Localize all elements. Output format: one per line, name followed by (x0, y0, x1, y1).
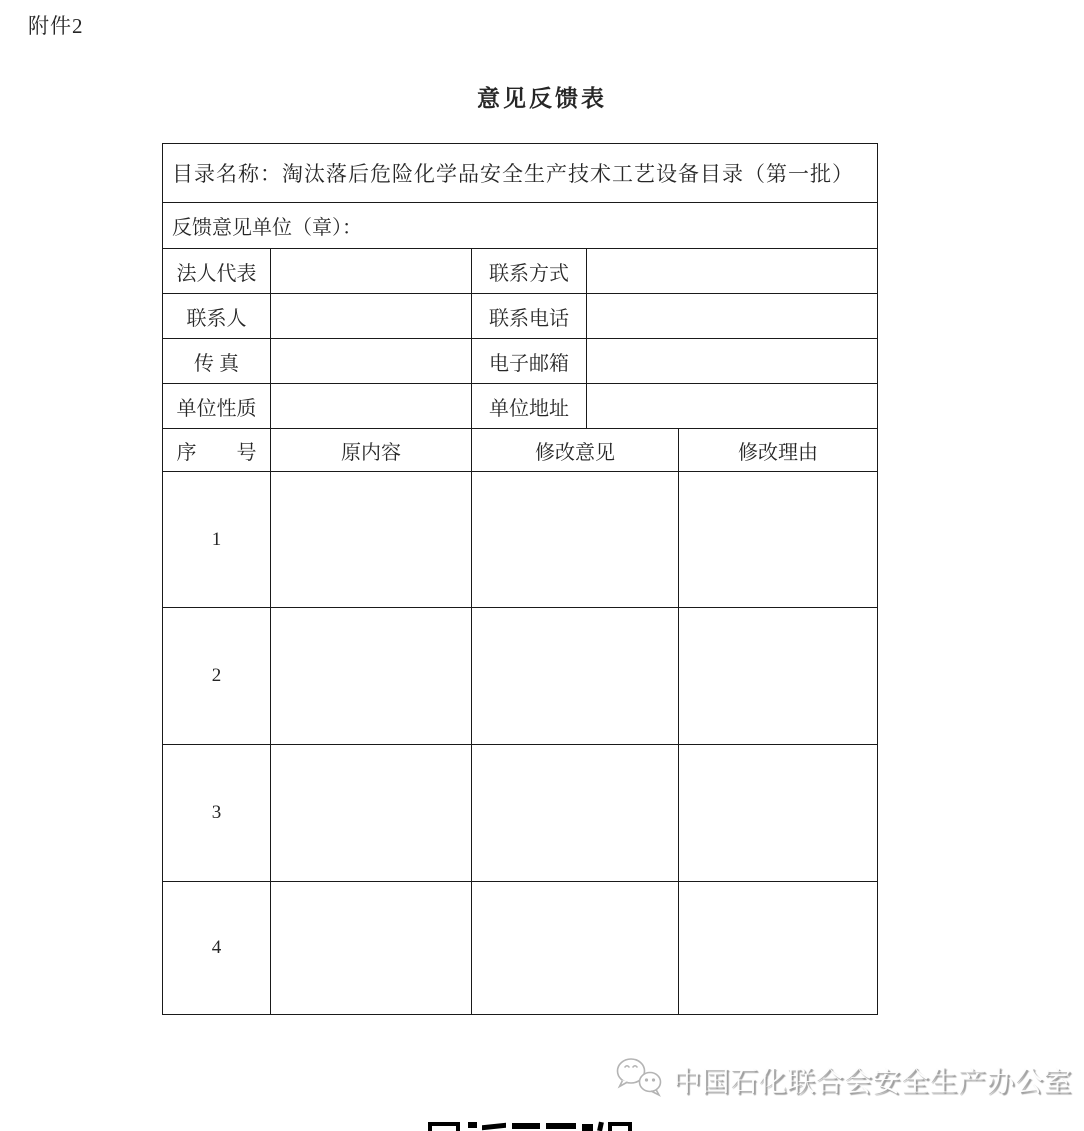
original-content-cell (271, 745, 472, 881)
unit-type-value (271, 384, 472, 428)
original-content-cell (271, 608, 472, 744)
phone-value (587, 294, 877, 338)
reason-cell (679, 472, 877, 607)
wechat-icon (614, 1057, 668, 1102)
suggestion-cell (472, 745, 679, 881)
fax-label: 传 真 (163, 339, 271, 383)
email-value (587, 339, 877, 383)
legal-rep-value (271, 249, 472, 293)
page-title: 意见反馈表 (477, 86, 607, 111)
original-content-cell (271, 472, 472, 607)
column-header-original: 原内容 (271, 429, 472, 471)
reason-cell (679, 882, 877, 1014)
phone-label: 联系电话 (472, 294, 587, 338)
table-row-contact-person (163, 294, 877, 339)
contact-method-label: 联系方式 (472, 249, 587, 293)
table-row-unit-type (163, 384, 877, 429)
official-account-name: 中国石化联合会安全生产办公室 (673, 1065, 1073, 1097)
unit-address-label: 单位地址 (472, 384, 587, 428)
contact-method-value (587, 249, 877, 293)
row-index: 3 (163, 745, 271, 881)
reason-cell (679, 745, 877, 881)
row-index: 2 (163, 608, 271, 744)
email-label: 电子邮箱 (472, 339, 587, 383)
table-row-3 (163, 745, 877, 882)
table-row-fax (163, 339, 877, 384)
column-header-reason: 修改理由 (738, 441, 818, 464)
column-header-index: 序 号 (163, 429, 271, 471)
suggestion-cell (472, 608, 679, 744)
row-index: 1 (163, 472, 271, 607)
table-row-unit (163, 203, 877, 249)
contact-person-value (271, 294, 472, 338)
unit-address-value (587, 384, 877, 428)
fax-value (271, 339, 472, 383)
table-header-row (163, 429, 877, 472)
watermark-footer (614, 1057, 1072, 1102)
table-row-2 (163, 608, 877, 745)
legal-rep-label: 法人代表 (163, 249, 271, 293)
row-index: 4 (163, 882, 271, 1014)
table-row-4 (163, 882, 877, 1014)
feedback-form-table (162, 143, 878, 1015)
table-row-1 (163, 472, 877, 608)
feedback-unit-line: 反馈意见单位（章）： (172, 217, 362, 239)
column-header-suggestion: 修改意见 (472, 429, 679, 471)
original-content-cell (271, 882, 472, 1014)
table-row-legal-rep (163, 249, 877, 294)
reason-cell (679, 608, 877, 744)
attachment-label: 附件2 (28, 14, 84, 38)
contact-person-label: 联系人 (163, 294, 271, 338)
table-row-catalog (163, 144, 877, 203)
unit-type-label: 单位性质 (163, 384, 271, 428)
suggestion-cell (472, 882, 679, 1014)
suggestion-cell (472, 472, 679, 607)
cutoff-graphic (428, 1122, 638, 1131)
catalog-name-line: 目录名称：淘汰落后危险化学品安全生产技术工艺设备目录（第一批） (172, 162, 854, 186)
